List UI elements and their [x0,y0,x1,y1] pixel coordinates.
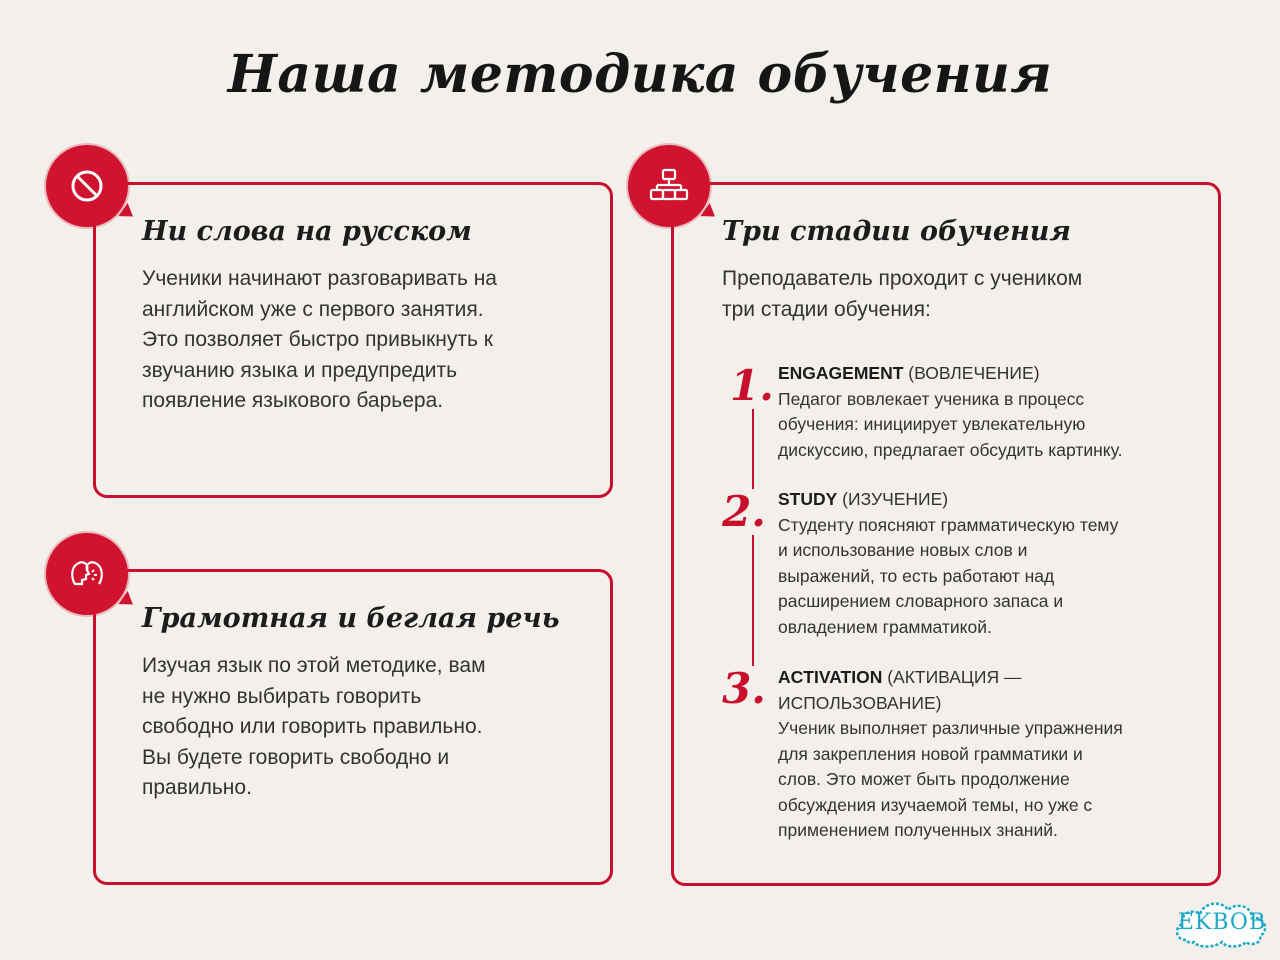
stage-number-3: 3. [714,666,774,712]
card-title-no-russian: Ни слова на русском [142,216,472,247]
watermark-logo [1172,896,1272,950]
card-text-fluent-speech: Изучая язык по этой методике, вам не нужно выбирать говорить свободно или говорить правильно. Вы будете говорить свободно и правильно. [142,654,486,799]
card-text-three-stages: Преподаватель проходит с учеником три стадии обучения: [722,267,1083,321]
stage-name-ru: (ИЗУЧЕНИЕ) [837,489,949,509]
stage-heading [778,665,1198,716]
no-entry-icon [67,166,107,206]
stage-number-2: 2. [714,489,774,535]
stage-name-ru: (АКТИВАЦИЯ — ИСПОЛЬЗОВАНИЕ) [778,667,1022,713]
card-title-three-stages: Три стадии обучения [722,216,1071,247]
speaking-heads-icon [67,554,107,594]
stage-engagement [778,361,1198,463]
watermark-text: EKBOB [1177,910,1267,935]
stage-number-1: 1. [722,363,782,409]
stage-study [778,487,1198,640]
stage-activation [778,665,1198,844]
stages-timeline-line [752,398,754,698]
badge-fluent-speech [46,533,128,615]
hierarchy-icon [649,166,689,206]
stage-description: Студенту поясняют грамматическую тему и использование новых слов и выражений, то есть работают над расширением словарного запаса и овладением грамматикой. [778,514,1119,637]
stage-name: ACTIVATION [778,667,883,687]
badge-three-stages [628,145,710,227]
badge-no-russian [46,145,128,227]
stage-name-ru: (ВОВЛЕЧЕНИЕ) [903,363,1040,383]
stage-description: Ученик выполняет различные упражнения для закрепления новой грамматики и слов. Это может быть продолжение обсуждения изучаемой темы, но уже с применением полученных знаний. [778,718,1123,840]
stage-description: Педагог вовлекает ученика в процесс обучения: инициирует увлекательную дискуссию, предлагает обсудить картинку. [778,388,1123,460]
stage-heading [778,487,1198,513]
stage-heading [778,361,1198,387]
stage-name: ENGAGEMENT [778,363,904,383]
stage-name: STUDY [778,489,838,509]
card-text-no-russian: Ученики начинают разговаривать на английском уже с первого занятия. Это позволяет быстро привыкнуть к звучанию языка и предупредить появление языкового барьера. [142,267,497,412]
page-title: Наша методика обучения [227,44,1053,105]
card-title-fluent-speech: Грамотная и беглая речь [142,603,560,634]
